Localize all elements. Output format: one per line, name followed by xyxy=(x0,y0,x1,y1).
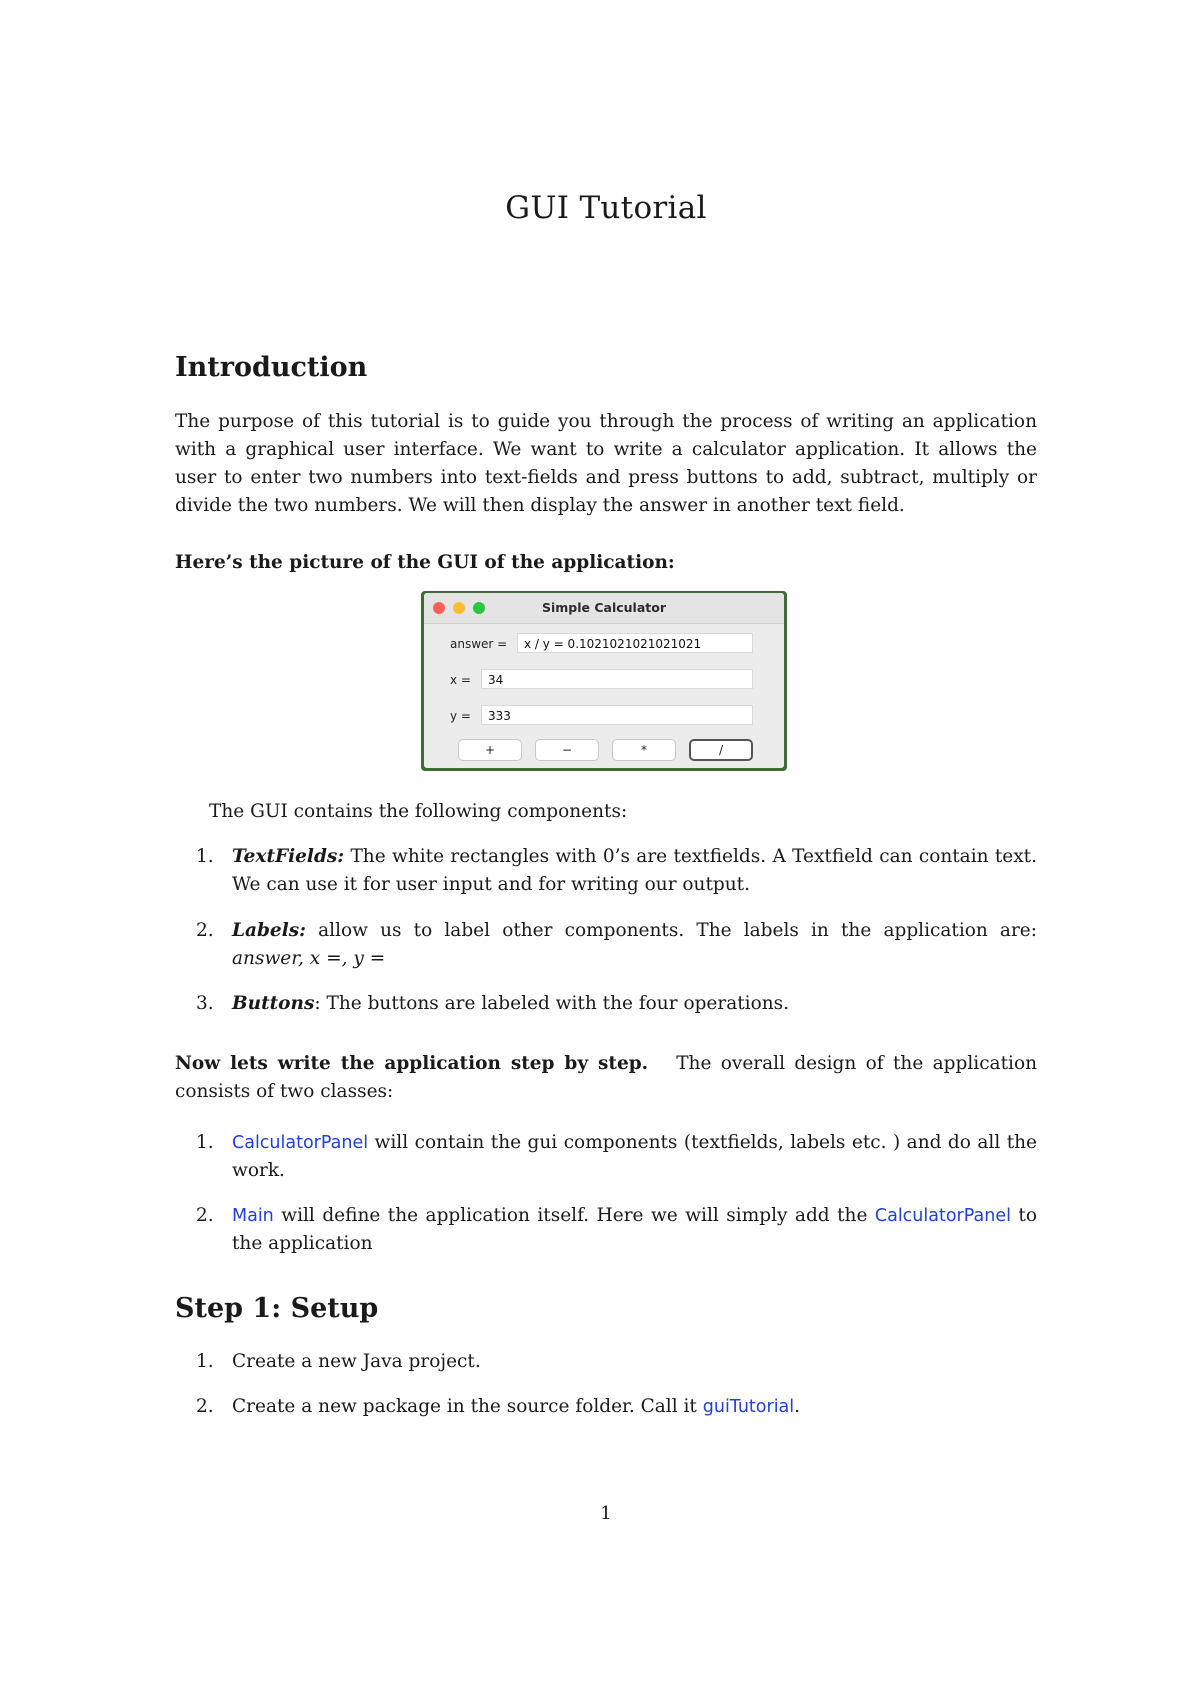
design-lead: Now lets write the application step by step. xyxy=(175,1053,649,1074)
x-field: 34 xyxy=(481,669,753,689)
class-name: CalculatorPanel xyxy=(232,1133,369,1153)
list-number: 1. xyxy=(196,846,214,867)
x-label: x = xyxy=(450,673,471,687)
intro-paragraph: The purpose of this tutorial is to guide you through the process of writing an application with a graphical user interface. We want to write a calculator application. It allows the user to enter two numbers into text-fields and press buttons to add, subtract, multiply or divide the two numbers. We will then display the answer in another text field. xyxy=(175,411,1037,516)
list-text: to the application xyxy=(232,1205,1037,1254)
list-number: 2. xyxy=(196,1205,214,1226)
list-item xyxy=(196,1393,1037,1421)
add-button: + xyxy=(458,739,522,761)
list-math: answer, x =, y = xyxy=(232,948,386,969)
list-text: allow us to label other components. The labels in the application are: xyxy=(305,920,1037,941)
window-title: Simple Calculator xyxy=(541,600,667,615)
design-text: The overall design of the application consists of two classes: xyxy=(175,1053,1037,1102)
picture-caption: Here’s the picture of the GUI of the application: xyxy=(175,552,675,573)
y-label: y = xyxy=(450,709,471,723)
list-text: will contain the gui components (textfields, labels etc. ) and do all the work. xyxy=(232,1132,1037,1181)
list-item xyxy=(196,990,1037,1018)
class-name: CalculatorPanel xyxy=(874,1206,1011,1226)
list-item xyxy=(196,917,1037,973)
list-text: . xyxy=(794,1396,801,1417)
list-term: TextFields: xyxy=(232,846,345,867)
list-item xyxy=(196,1202,1037,1258)
calculator-screenshot xyxy=(421,591,787,771)
step1-heading: Step 1: Setup xyxy=(175,1293,379,1324)
list-number: 1. xyxy=(196,1132,214,1153)
list-item xyxy=(196,843,1037,899)
answer-label: answer = xyxy=(450,637,508,651)
subtract-button: − xyxy=(535,739,599,761)
page-title: GUI Tutorial xyxy=(505,190,707,226)
page-number: 1 xyxy=(600,1503,612,1524)
list-text: Create a new Java project. xyxy=(232,1351,481,1372)
list-text: Create a new package in the source folder. Call it xyxy=(232,1396,703,1417)
list-text: : The buttons are labeled with the four operations. xyxy=(314,993,790,1014)
list-number: 2. xyxy=(196,1396,214,1417)
answer-field: x / y = 0.1021021021021021 xyxy=(517,633,753,653)
list-number: 3. xyxy=(196,993,214,1014)
components-intro: The GUI contains the following components: xyxy=(209,801,628,822)
y-field: 333 xyxy=(481,705,753,725)
list-text: will define the application itself. Here we will simply add the xyxy=(273,1205,875,1226)
divide-button: / xyxy=(689,739,753,761)
package-name: guiTutorial xyxy=(702,1397,795,1417)
intro-heading: Introduction xyxy=(175,352,368,383)
list-number: 1. xyxy=(196,1351,214,1372)
list-item xyxy=(196,1129,1037,1185)
window-titlebar xyxy=(424,593,784,624)
list-item xyxy=(196,1348,1037,1376)
list-term: Labels: xyxy=(232,920,306,941)
design-paragraph xyxy=(175,1050,1037,1106)
calculator-window xyxy=(424,593,784,768)
list-number: 2. xyxy=(196,920,214,941)
list-term: Buttons xyxy=(232,993,315,1014)
multiply-button: * xyxy=(612,739,676,761)
class-name: Main xyxy=(232,1206,274,1226)
list-text: The white rectangles with 0’s are textfields. A Textfield can contain text. We can use it for user input and for writing our output. xyxy=(232,846,1037,895)
